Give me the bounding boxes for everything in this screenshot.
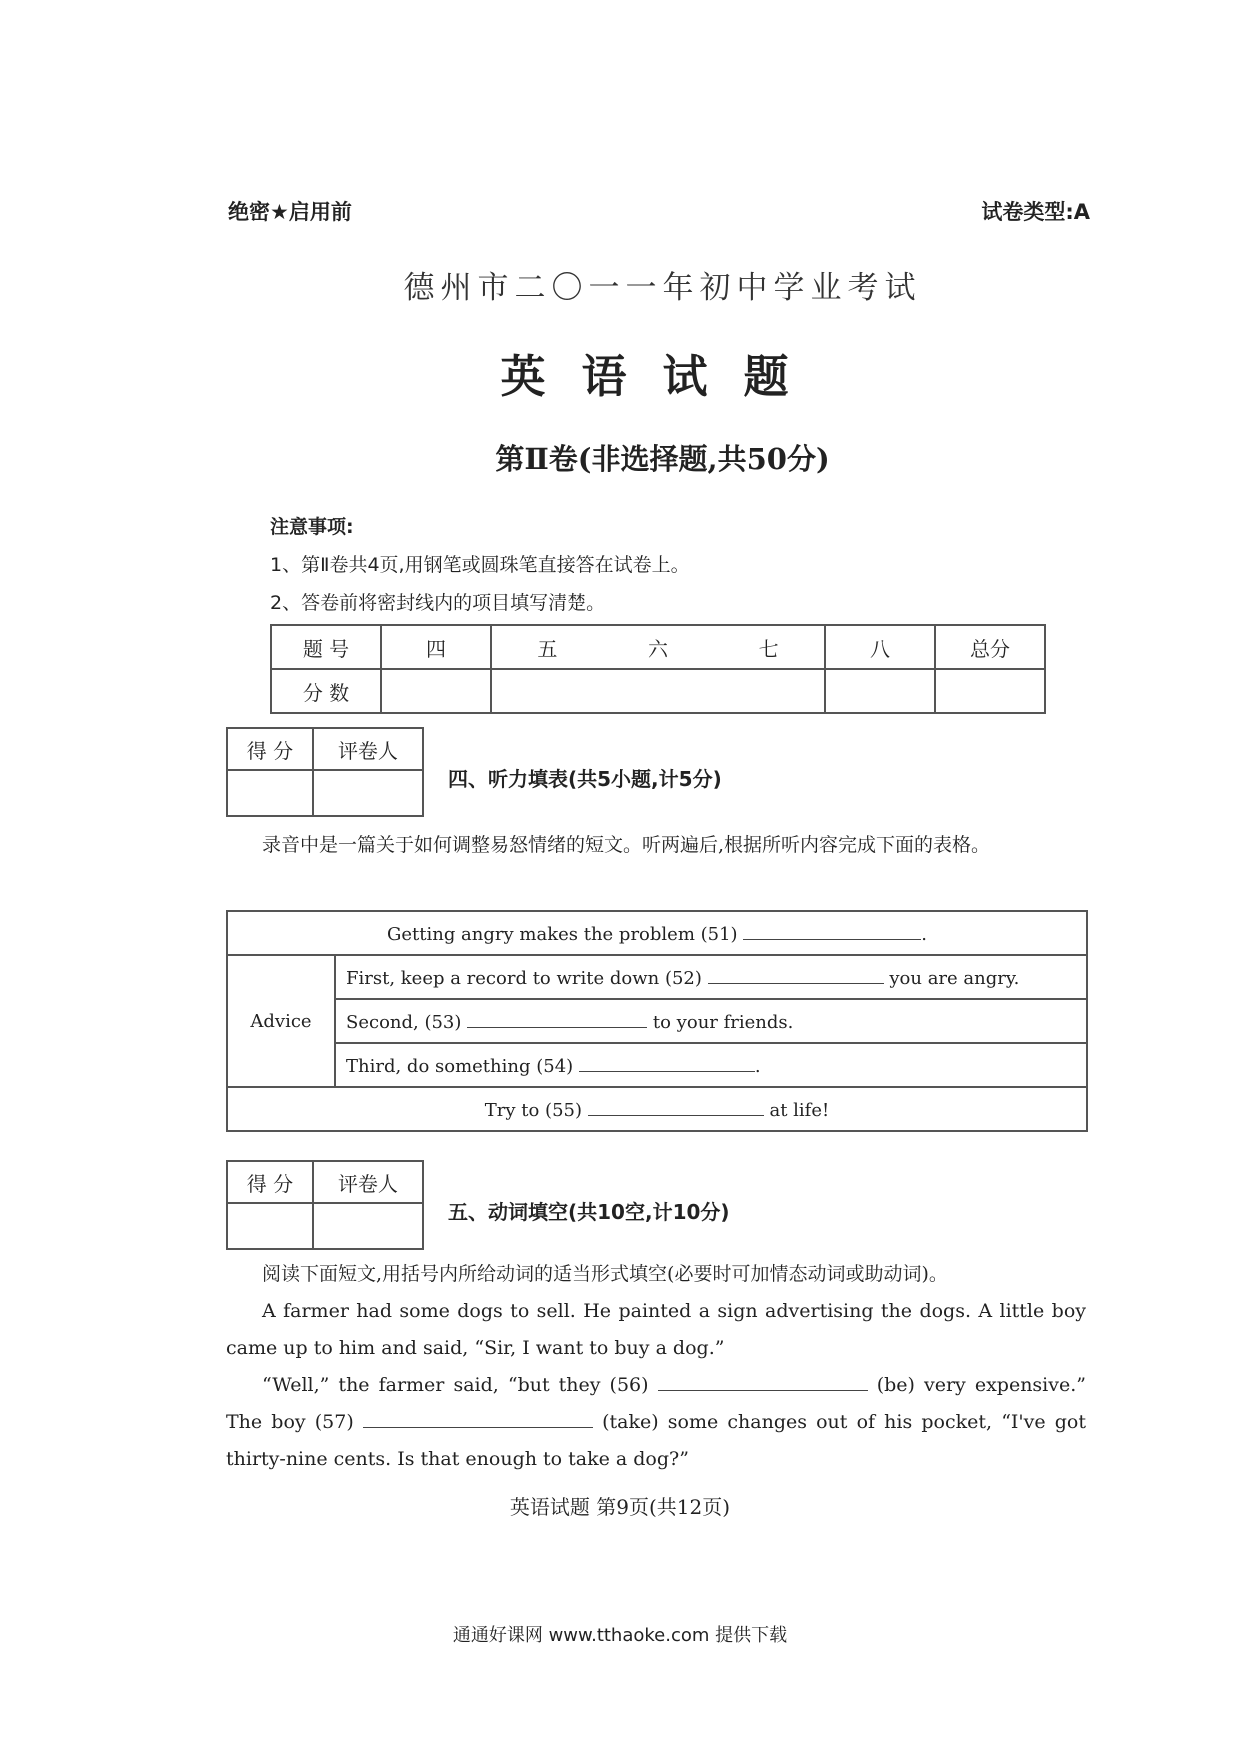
- listening-text: Getting angry makes the problem (51): [386, 924, 738, 945]
- listening-text: .: [921, 924, 928, 945]
- advice-label: Advice: [227, 955, 335, 1087]
- listening-row-51: [227, 911, 1087, 955]
- section4-instructions: 录音中是一篇关于如何调整易怒情绪的短文。听两遍后,根据所听内容完成下面的表格。: [262, 834, 991, 856]
- passage-text: “Well,” the farmer said, “but they (56): [262, 1374, 649, 1396]
- answer-blank-55[interactable]: [588, 1097, 764, 1116]
- answer-blank-57[interactable]: [363, 1409, 593, 1428]
- passage-paragraph-1: A farmer had some dogs to sell. He painted a sign advertising the dogs. A little boy came up to him and said, “Sir, I want to buy a dog.”: [226, 1300, 1086, 1359]
- grader-entry-cell[interactable]: [313, 1203, 423, 1249]
- score-table-value-row: [271, 669, 1045, 713]
- notes-title: 注意事项:: [270, 516, 354, 538]
- listening-text: .: [754, 1056, 761, 1077]
- listening-text: Second, (53): [346, 1012, 462, 1033]
- listening-table: [226, 910, 1088, 1132]
- paper-type-label: 试卷类型:A: [981, 200, 1090, 224]
- score-header-merged: [491, 625, 825, 669]
- section5-title: 五、动词填空(共10空,计10分): [448, 1200, 730, 1224]
- exam-title: 德州市二〇一一年初中学业考试: [403, 270, 922, 306]
- grader-label: 评卷人: [313, 728, 423, 770]
- score-label: 得 分: [227, 1161, 313, 1203]
- score-header-cell: 五: [537, 636, 558, 661]
- score-header-cell: 八: [825, 625, 935, 669]
- volume-title: 第Ⅱ卷(非选择题,共50分): [495, 442, 830, 476]
- listening-text: First, keep a record to write down (52): [346, 968, 702, 989]
- listening-text: Third, do something (54): [346, 1056, 574, 1077]
- note-item: 1、第Ⅱ卷共4页,用钢笔或圆珠笔直接答在试卷上。: [270, 554, 690, 576]
- listening-text: you are angry.: [889, 968, 1020, 989]
- note-item: 2、答卷前将密封线内的项目填写清楚。: [270, 592, 606, 614]
- page-number-footer: 英语试题 第9页(共12页): [509, 1495, 731, 1519]
- confidential-label: 绝密★启用前: [228, 200, 352, 224]
- site-footer: 通通好课网 www.tthaoke.com 提供下载: [452, 1625, 788, 1646]
- listening-row-52: [335, 955, 1087, 999]
- score-header-cell: 四: [381, 625, 491, 669]
- listening-row-53: [335, 999, 1087, 1043]
- answer-blank-52[interactable]: [708, 965, 884, 984]
- score-entry-cell[interactable]: [227, 770, 313, 816]
- grader-box: [226, 727, 424, 817]
- score-header-cell: 七: [758, 636, 779, 661]
- section4-title: 四、听力填表(共5小题,计5分): [448, 767, 722, 791]
- listening-row-54: [335, 1043, 1087, 1087]
- score-row-label: 分 数: [271, 669, 381, 713]
- answer-blank-54[interactable]: [579, 1053, 755, 1072]
- grader-entry-cell[interactable]: [313, 770, 423, 816]
- score-cell[interactable]: [491, 669, 825, 713]
- score-table: [270, 624, 1046, 714]
- score-cell[interactable]: [825, 669, 935, 713]
- score-header-cell: 题 号: [271, 625, 381, 669]
- listening-text: to your friends.: [652, 1012, 794, 1033]
- subject-title: 英语试题: [500, 350, 825, 403]
- answer-blank-56[interactable]: [658, 1372, 868, 1391]
- grader-box: [226, 1160, 424, 1250]
- grader-label: 评卷人: [313, 1161, 423, 1203]
- passage-text: (take) some changes out of his pocket, “I've got thirty-nine cents. Is that enough to take a dog?”: [226, 1411, 1087, 1470]
- answer-blank-53[interactable]: [467, 1009, 647, 1028]
- score-entry-cell[interactable]: [227, 1203, 313, 1249]
- score-cell[interactable]: [935, 669, 1045, 713]
- answer-blank-51[interactable]: [743, 921, 921, 940]
- section5-instructions: 阅读下面短文,用括号内所给动词的适当形式填空(必要时可加情态动词或助动词)。: [262, 1263, 948, 1285]
- score-header-cell: 总分: [935, 625, 1045, 669]
- passage-text: (be) very expensive.” The boy (57): [226, 1374, 1086, 1433]
- score-cell[interactable]: [381, 669, 491, 713]
- score-label: 得 分: [227, 728, 313, 770]
- passage-paragraph-2: [226, 1367, 1086, 1478]
- listening-row-55: [227, 1087, 1087, 1131]
- listening-text: at life!: [769, 1100, 830, 1121]
- score-header-cell: 六: [647, 636, 668, 661]
- listening-text: Try to (55): [484, 1100, 583, 1121]
- score-table-header-row: [271, 625, 1045, 669]
